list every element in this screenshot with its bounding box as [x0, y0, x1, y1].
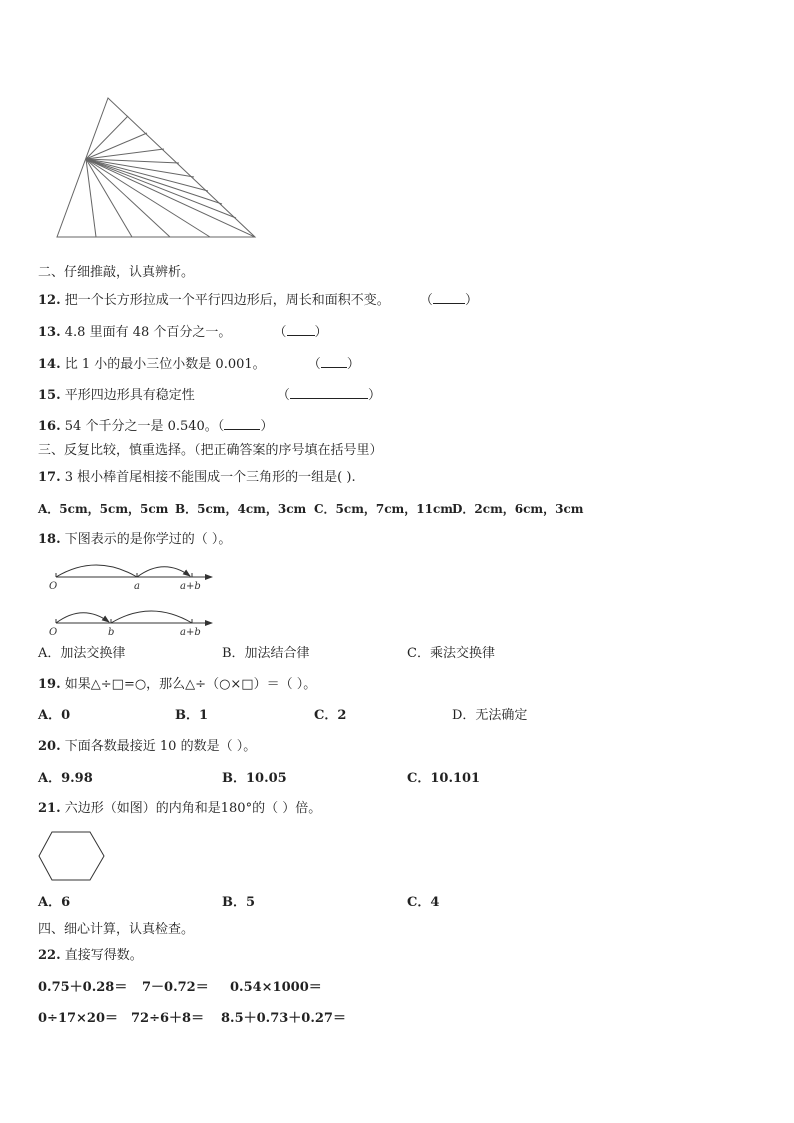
- answer-blank[interactable]: [433, 292, 465, 304]
- question-number: 14.: [38, 357, 61, 372]
- question-text: 六边形（如图）的内角和是180°的（ ）倍。: [64, 801, 322, 816]
- question-18: [38, 532, 231, 548]
- question-number: 13.: [38, 325, 61, 340]
- q18-option-a[interactable]: A．加法交换律: [38, 646, 126, 661]
- section2-title: 二、仔细推敲，认真辨析。: [38, 265, 195, 280]
- jump-arc: [111, 611, 192, 623]
- answer-blank[interactable]: [287, 324, 315, 336]
- question-text: 直接写得数。: [64, 948, 143, 963]
- question-text: 54 个千分之一是 0.540。: [64, 419, 218, 434]
- answer-blank[interactable]: [224, 418, 260, 430]
- question-14: [38, 356, 360, 373]
- question-number: 22.: [38, 948, 61, 963]
- paren-close: ）: [314, 325, 328, 340]
- q18-option-c[interactable]: C．乘法交换律: [407, 646, 495, 661]
- question-text: 下面各数最接近 10 的数是（ ）。: [64, 739, 257, 754]
- calc-item: 8.5＋0.73＋0.27＝: [221, 1011, 346, 1026]
- q20-option-b[interactable]: B．10.05: [222, 771, 287, 786]
- question-number: 12.: [38, 293, 61, 308]
- answer-blank[interactable]: [290, 387, 368, 399]
- q17-option-b[interactable]: B．5cm，4cm，3cm: [175, 502, 307, 516]
- paren-open: （: [217, 419, 225, 434]
- hexagon-figure: [38, 830, 108, 882]
- paren-close: ）: [260, 419, 274, 434]
- label-o: O: [49, 581, 58, 592]
- paren-close: ）: [367, 388, 381, 403]
- q21-option-b[interactable]: B．5: [222, 895, 256, 910]
- label-a: a: [134, 581, 140, 592]
- fan-segment: [86, 159, 222, 204]
- answer-blank[interactable]: [321, 356, 347, 368]
- fan-segment: [86, 159, 255, 237]
- question-20: [38, 739, 256, 755]
- question-text: 把一个长方形拉成一个平行四边形后，周长和面积不变。: [64, 293, 390, 308]
- question-22: [38, 948, 143, 964]
- q19-option-d[interactable]: D．无法确定: [452, 708, 528, 723]
- question-13: [38, 324, 328, 341]
- question-number: 15.: [38, 388, 61, 403]
- q17-option-a[interactable]: A．5cm，5cm，5cm: [38, 502, 169, 516]
- paren-open: （: [307, 357, 321, 372]
- jump-arc: [56, 565, 137, 577]
- fan-segment: [86, 116, 128, 159]
- question-number: 19.: [38, 677, 61, 692]
- jump-arc: [137, 567, 190, 577]
- fan-triangle-figure: [0, 0, 794, 250]
- q19-option-b[interactable]: B．1: [175, 708, 209, 723]
- question-text: 3 根小棒首尾相接不能围成一个三角形的一组是( ).: [64, 470, 356, 485]
- question-text: 如果△÷□=○，那么△÷（○×□）＝（ ）。: [64, 677, 317, 692]
- fan-segment: [86, 159, 210, 237]
- calc-item: 0÷17×20＝: [38, 1011, 119, 1026]
- q17-option-d[interactable]: D．2cm，6cm，3cm: [452, 502, 584, 516]
- paren-open: （: [273, 325, 287, 340]
- paren-close: ）: [346, 357, 360, 372]
- calc-item: 0.54×1000＝: [230, 980, 322, 995]
- q18-option-b[interactable]: B．加法结合律: [222, 646, 310, 661]
- hexagon-shape: [39, 832, 104, 880]
- fan-segment: [86, 159, 132, 237]
- question-number: 21.: [38, 801, 61, 816]
- label-o: O: [49, 627, 58, 638]
- label-b: b: [108, 627, 115, 638]
- paren-close: ）: [464, 293, 478, 308]
- q20-option-c[interactable]: C．10.101: [407, 771, 481, 786]
- q21-option-c[interactable]: C．4: [407, 895, 440, 910]
- calc-item: 0.75＋0.28＝: [38, 980, 128, 995]
- question-number: 18.: [38, 532, 61, 547]
- calc-item: 72÷6＋8＝: [131, 1011, 205, 1026]
- question-15: [38, 387, 381, 404]
- q19-option-c[interactable]: C．2: [314, 708, 347, 723]
- q20-option-a[interactable]: A．9.98: [38, 771, 93, 786]
- question-text: 4.8 里面有 48 个百分之一。: [64, 325, 232, 340]
- question-number: 20.: [38, 739, 61, 754]
- fan-segment: [86, 159, 236, 218]
- question-21: [38, 801, 321, 817]
- calc-item: 7－0.72＝: [142, 980, 209, 995]
- question-text: 比 1 小的最小三位小数是 0.001。: [64, 357, 266, 372]
- section4-title: 四、细心计算，认真检查。: [38, 922, 195, 937]
- question-12: [38, 292, 478, 309]
- question-number: 16.: [38, 419, 61, 434]
- q21-option-a[interactable]: A．6: [38, 895, 71, 910]
- q17-option-c[interactable]: C．5cm，7cm，11cm: [314, 502, 453, 516]
- question-16: [38, 418, 273, 435]
- number-line-figure: [40, 555, 260, 645]
- jump-arc: [56, 613, 109, 623]
- question-number: 17.: [38, 470, 61, 485]
- question-17: [38, 470, 356, 486]
- question-text: 平形四边形具有稳定性: [64, 388, 195, 403]
- label-a-plus-b: a+b: [180, 581, 201, 592]
- fan-segment: [86, 159, 96, 237]
- section3-title: 三、反复比较，慎重选择。（把正确答案的序号填在括号里）: [38, 443, 383, 458]
- paren-open: （: [276, 388, 290, 403]
- q19-option-a[interactable]: A．0: [38, 708, 71, 723]
- question-text: 下图表示的是你学过的（ ）。: [64, 532, 232, 547]
- question-19: [38, 677, 316, 693]
- paren-open: （: [419, 293, 433, 308]
- label-a-plus-b: a+b: [180, 627, 201, 638]
